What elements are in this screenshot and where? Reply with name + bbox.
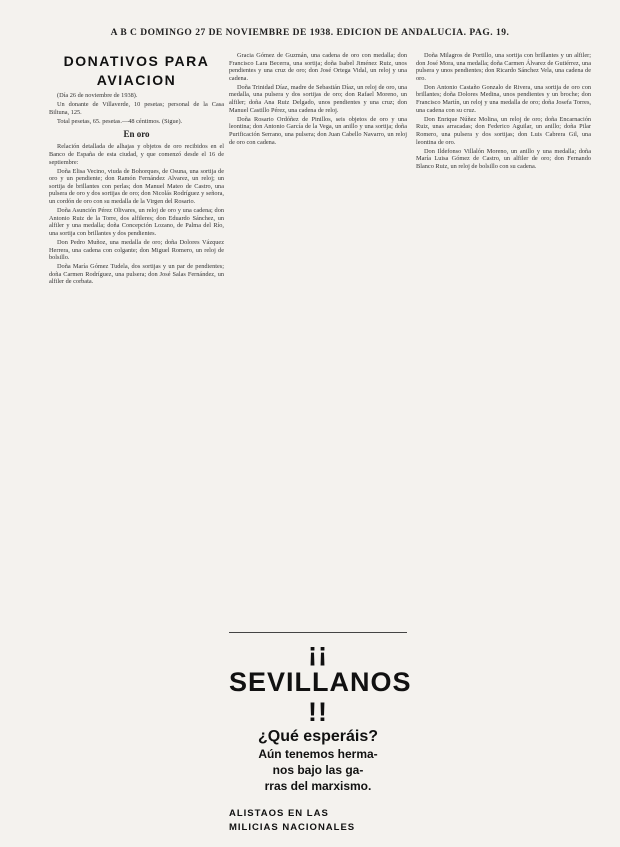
subheading: En oro xyxy=(123,129,150,140)
intro-paragraph: (Día 26 de noviembre de 1938). xyxy=(57,92,138,99)
body-paragraph: Don Ildefonso Villalón Moreno, un anillo y una medalla; doña María Luisa Gómez de Castro, un alfiler de oro; don Fernando Blanco Ruiz, un reloj de bolsillo con su cadena. xyxy=(416,147,591,170)
body-paragraph: Don Enrique Núñez Molina, un reloj de oro; doña Encarnación Ruiz, unas arracadas; don Federico Aguilar, un anillo; doña Pilar Romero, una pulsera y dos sortijas; don Luis Cabrera Gil, una leontina de oro. xyxy=(416,115,591,146)
body-paragraph: Doña Milagros de Portillo, una sortija con brillantes y un alfiler; don José Mora, una medalla; doña Carmen Álvarez de Gutiérrez, una pulsera y unos pendientes; don Ricardo Sánchez Vela, una cadena de oro. xyxy=(416,52,591,82)
column-2 xyxy=(229,52,407,148)
article-title-line1: DONATIVOS PARA xyxy=(63,53,210,69)
ad-headline: ¡¡ SEVILLANOS !! xyxy=(229,637,412,727)
ad-call-line: ALISTAOS EN LAS xyxy=(229,808,329,819)
body-paragraph: Relación detallada de alhajas y objetos de oro recibidos en el Banco de España de esta ciudad, y que comenzó desde el 16 de septiembre: xyxy=(49,143,224,166)
column-3 xyxy=(416,52,591,172)
body-paragraph: Doña Trinidad Díaz, madre de Sebastián Díaz, un reloj de oro, una medalla, una pulsera y dos sortijas de oro; don Rafael Moreno, un alfiler; doña Ana Ruiz Delgado, unos pendientes y una cruz; don Manuel Castillo Pérez, una cadena de reloj. xyxy=(229,83,407,114)
total-paragraph: Total pesetas, 65. pesetas.—48 céntimos. (Sigue). xyxy=(57,117,183,125)
body-paragraph: Doña María Gómez Tudela, dos sortijas y un par de pendientes; doña Carmen Rodríguez, una pulsera; don José Salas Fernández, un alfiler de corbata. xyxy=(49,263,224,286)
page-header: A B C DOMINGO 27 DE NOVIEMBRE DE 1938. EDICION DE ANDALUCIA. PAG. 19. xyxy=(110,28,510,38)
body-paragraph: Doña Asunción Pérez Olivares, un reloj de oro y una cadena; don Antonio Ruiz de la Torre, dos alfileres; don Eduardo Sánchez, un alfiler y una medalla; doña Concepción Lozano, de Palma del Río, una sortija con brillantes y dos pendientes. xyxy=(49,207,224,237)
article-title-line2: AVIACION xyxy=(96,72,177,88)
ad-text-line: rras del marxismo. xyxy=(264,779,372,793)
ad-call-line: MILICIAS NACIONALES xyxy=(229,822,356,833)
ad-question: ¿Qué esperáis? xyxy=(257,728,379,745)
ad-text-line: nos bajo las ga- xyxy=(272,763,364,777)
militia-advertisement xyxy=(229,632,412,834)
ad-text-line: Aún tenemos herma- xyxy=(258,747,378,761)
column-1 xyxy=(49,52,224,288)
body-paragraph: Don Pedro Muñoz, una medalla de oro; doña Dolores Vázquez Herrera, una cadena con colgante; don Miguel Romero, un reloj de bolsillo. xyxy=(49,239,224,262)
body-paragraph: Gracia Gómez de Guzmán, una cadena de oro con medalla; don Francisco Lara Becerra, una sortija; doña Isabel Jiménez Ruiz, unos pendientes y una cruz de oro; don José Ortega Vidal, un reloj y una cadena. xyxy=(229,52,407,82)
body-paragraph: Don Antonio Castaño Gonzalo de Rivera, una sortija de oro con brillantes; doña Dolores Medina, unos pendientes y un broche; don Francisco Martín, un reloj y una medalla de oro; doña Josefa Torres, una cadena con su cruz. xyxy=(416,83,591,114)
body-paragraph: Doña Elisa Vecino, viuda de Bohorques, de Osuna, una sortija de oro y un pendiente; don Ramón Fernández Alvarez, un reloj; un sortija de brillantes con perlas; don Manuel Mateo de Castro, una pulsera de oro y dos sortijas de oro; don Nicolás Rodríguez y señora, un cordón de oro con su medalla de la Virgen del Rosario. xyxy=(49,167,224,206)
body-paragraph: Doña Rosario Ordóñez de Pinillos, seis objetos de oro y una leontina; don Antonio García de la Vega, un anillo y una sortija; doña Purificación Serrano, una pulsera; don Juan Cabello Navarro, un reloj de oro con cadena. xyxy=(229,115,407,146)
donor-paragraph: Un donante de Villaverde, 10 pesetas; personal de la Casa Biltuna, 125. xyxy=(49,101,224,116)
